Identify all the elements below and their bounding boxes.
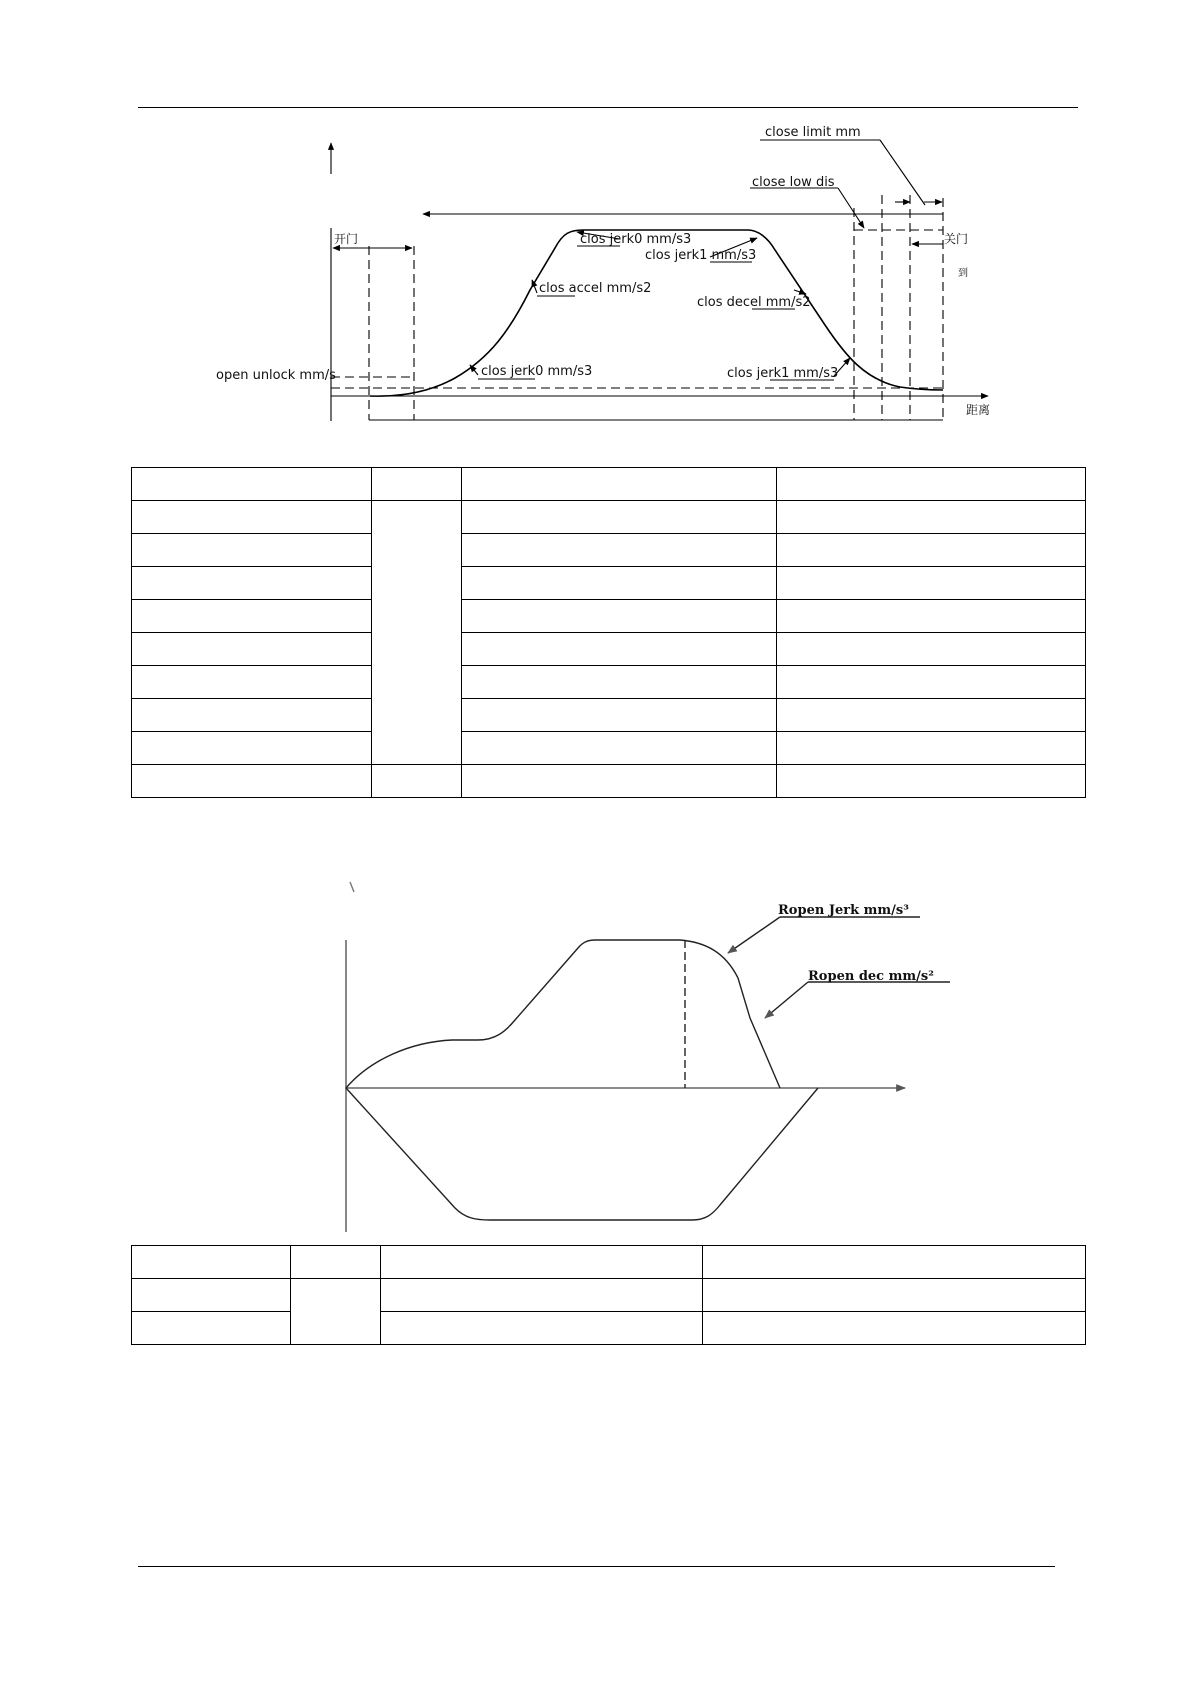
- table-cell: [462, 468, 777, 501]
- table-cell: [462, 699, 777, 732]
- close-limit-label: close limit mm: [765, 125, 861, 140]
- table-cell: [132, 1279, 291, 1312]
- table-cell: [132, 567, 372, 600]
- table-cell: [291, 1246, 381, 1279]
- table-cell: [777, 666, 1086, 699]
- x-axis-label: 距离: [966, 403, 991, 417]
- reopen-reverse-curve: [346, 1088, 818, 1220]
- close-speed-profile-diagram: [0, 0, 1191, 440]
- right-edge-label: 到: [958, 268, 968, 279]
- table-cell: [132, 732, 372, 765]
- table-cell: [703, 1312, 1086, 1345]
- table-cell: [132, 501, 372, 534]
- table-cell: [777, 600, 1086, 633]
- left-zone-label: 开门: [334, 232, 359, 246]
- table-row: [132, 765, 1086, 798]
- table-cell: [777, 534, 1086, 567]
- table-cell: [777, 501, 1086, 534]
- table-cell: [372, 765, 462, 798]
- table-cell: [372, 468, 462, 501]
- table-row: [132, 600, 1086, 633]
- table-cell: [132, 1246, 291, 1279]
- table-row: [132, 633, 1086, 666]
- table-cell: [777, 468, 1086, 501]
- clos-jerk0-top-label: clos jerk0 mm/s3: [580, 232, 692, 247]
- table-row: [132, 567, 1086, 600]
- table-cell: [132, 765, 372, 798]
- open-unlock-label: open unlock mm/s: [216, 368, 336, 383]
- table-row: [132, 732, 1086, 765]
- ropen-dec-label: Ropen dec mm/s²: [808, 969, 934, 984]
- table-cell: [462, 765, 777, 798]
- reopen-parameters-table: [131, 1245, 1086, 1345]
- table-cell: [132, 468, 372, 501]
- table-cell: [381, 1246, 703, 1279]
- table-row: [132, 1246, 1086, 1279]
- table-cell: [777, 633, 1086, 666]
- clos-jerk1-bottom-label: clos jerk1 mm/s3: [727, 366, 839, 381]
- table-cell: [462, 633, 777, 666]
- table-cell: [777, 699, 1086, 732]
- table-cell: [777, 765, 1086, 798]
- clos-accel-label: clos accel mm/s2: [539, 281, 652, 296]
- table-cell: [462, 600, 777, 633]
- table-cell: [462, 501, 777, 534]
- table-cell: [132, 1312, 291, 1345]
- footer-rule: [138, 1566, 1055, 1567]
- table-cell: [132, 534, 372, 567]
- table-row: [132, 1279, 1086, 1312]
- right-zone-label: 关门: [944, 232, 969, 246]
- clos-jerk0-bottom-label: clos jerk0 mm/s3: [481, 364, 593, 379]
- table-row: [132, 699, 1086, 732]
- table-cell: [462, 666, 777, 699]
- reopen-speed-curve: [346, 940, 780, 1088]
- table-cell: [703, 1279, 1086, 1312]
- clos-jerk1-top-label: clos jerk1 mm/s3: [645, 248, 757, 263]
- table-row: [132, 501, 1086, 534]
- table-cell: [777, 567, 1086, 600]
- close-parameters-table: [131, 467, 1086, 798]
- ropen-jerk-label: Ropen Jerk mm/s³: [778, 903, 909, 918]
- table-cell: [132, 666, 372, 699]
- table-row: [132, 666, 1086, 699]
- table-cell: [462, 732, 777, 765]
- table-cell: [777, 732, 1086, 765]
- table-cell: [132, 600, 372, 633]
- close-low-dis-label: close low dis: [752, 175, 835, 190]
- table-cell: [462, 567, 777, 600]
- table-row: [132, 1312, 1086, 1345]
- table-cell: [132, 699, 372, 732]
- clos-decel-label: clos decel mm/s2: [697, 295, 811, 310]
- table-row: [132, 468, 1086, 501]
- table-row: [132, 534, 1086, 567]
- reopen-profile-diagram: [0, 870, 1191, 1230]
- table-cell: [132, 633, 372, 666]
- table-cell: [703, 1246, 1086, 1279]
- merged-unit-cell: [372, 501, 462, 765]
- merged-unit-cell: [291, 1279, 381, 1345]
- table-cell: [381, 1312, 703, 1345]
- close-low-dis-leader: [838, 188, 864, 228]
- close-limit-leader: [880, 140, 925, 205]
- table-cell: [462, 534, 777, 567]
- table-cell: [381, 1279, 703, 1312]
